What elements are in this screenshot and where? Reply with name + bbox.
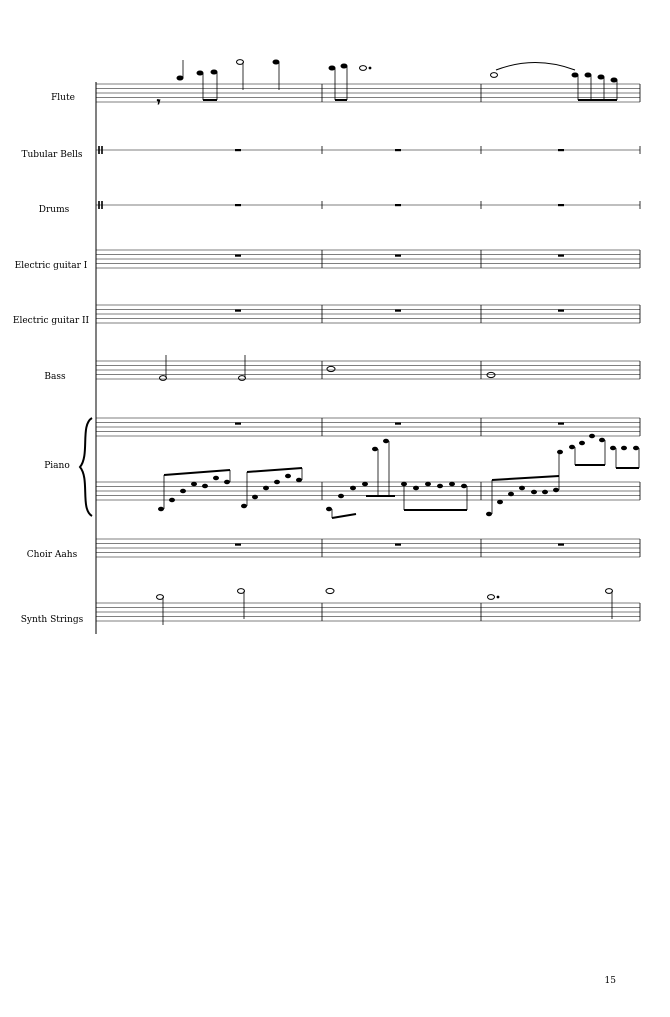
whole-rest bbox=[235, 423, 241, 425]
whole-rest bbox=[395, 255, 401, 257]
staff-flute bbox=[96, 84, 640, 102]
staff-synth-strings bbox=[96, 603, 640, 621]
staff-electric-guitar-1 bbox=[96, 250, 640, 268]
whole-rest bbox=[395, 204, 401, 206]
whole-rest bbox=[558, 544, 564, 546]
label-drums: Drums bbox=[38, 205, 70, 215]
staff-choir-aahs bbox=[96, 539, 640, 557]
whole-rest bbox=[558, 255, 564, 257]
label-bass: Bass bbox=[44, 372, 66, 382]
whole-rest bbox=[558, 149, 564, 151]
staff-drums bbox=[96, 201, 640, 209]
staff-tubular-bells bbox=[96, 146, 640, 154]
eighth-rest: 𝄾 bbox=[157, 95, 161, 109]
whole-rest bbox=[235, 149, 241, 151]
label-choir-aahs: Choir Aahs bbox=[26, 550, 78, 560]
whole-rest bbox=[558, 310, 564, 312]
staff-electric-guitar-2 bbox=[96, 305, 640, 323]
whole-rest bbox=[235, 255, 241, 257]
whole-rest bbox=[395, 149, 401, 151]
label-tubular-bells: Tubular Bells bbox=[21, 150, 83, 160]
piano-brace bbox=[80, 418, 92, 516]
piano-lh-notes bbox=[158, 439, 559, 518]
bass-notes bbox=[160, 355, 496, 380]
synth-strings-notes bbox=[157, 588, 613, 625]
whole-rest bbox=[235, 544, 241, 546]
whole-rest bbox=[395, 310, 401, 312]
whole-rest bbox=[558, 423, 564, 425]
label-synth-strings: Synth Strings bbox=[20, 615, 84, 625]
whole-rest bbox=[395, 544, 401, 546]
label-piano: Piano bbox=[44, 461, 70, 471]
label-electric-guitar-2: Electric guitar II bbox=[12, 316, 90, 326]
whole-rest bbox=[395, 423, 401, 425]
whole-rest bbox=[235, 310, 241, 312]
page-number: 15 bbox=[604, 976, 616, 986]
staff-piano-rh bbox=[96, 418, 640, 436]
piano-rh-notes bbox=[557, 434, 639, 468]
label-flute: Flute bbox=[51, 93, 75, 103]
label-electric-guitar-1: Electric guitar I bbox=[14, 261, 88, 271]
flute-notes bbox=[157, 60, 617, 109]
staves bbox=[96, 84, 640, 621]
whole-rest bbox=[235, 204, 241, 206]
whole-rest bbox=[558, 204, 564, 206]
staff-bass bbox=[96, 361, 640, 379]
note-head bbox=[177, 76, 183, 80]
